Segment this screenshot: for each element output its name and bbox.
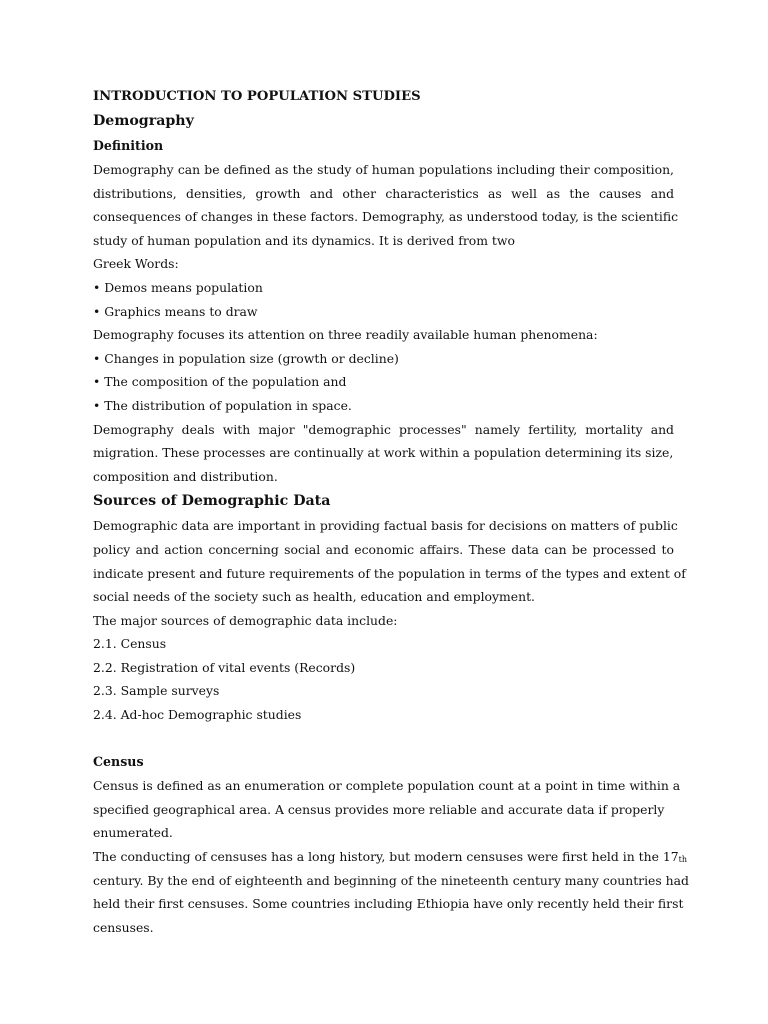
superscript: th [678,855,687,865]
text-line: Demographic data are important in providing factual basis for decisions on matters of public [93,518,678,534]
paragraph-processes [93,418,674,489]
focus-intro: Demography focuses its attention on three readily available human phenomena: [93,327,598,343]
paragraph-census-history [93,845,689,939]
text-line: social needs of the society such as health, education and employment. [93,589,535,605]
list-item: • The composition of the population and [93,374,347,390]
list-item: 2.2. Registration of vital events (Records) [93,659,356,675]
list-item: 2.4. Ad-hoc Demographic studies [93,707,302,723]
text-line: censuses. [93,919,154,935]
list-item: 2.1. Census [93,636,167,652]
text-line: Demography deals with major "demographic processes" namely fertility, mortality and [93,421,674,437]
sources-list [93,632,674,726]
text-line: Census is defined as an enumeration or complete population count at a point in time within a [93,778,681,794]
text-line: study of human population and its dynamics. It is derived from two [93,232,515,248]
subheading-definition: Definition [93,138,164,153]
text-line [93,845,687,869]
text-line: migration. These processes are continually at work within a population determining its size, [93,445,674,461]
list-item: • Changes in population size (growth or decline) [93,350,399,366]
list-item: • Graphics means to draw [93,303,258,319]
text-line: enumerated. [93,825,173,841]
sources-intro: The major sources of demographic data include: [93,612,398,628]
list-item: 2.3. Sample surveys [93,683,220,699]
text-line: composition and distribution. [93,468,278,484]
document-title: INTRODUCTION TO POPULATION STUDIES [93,89,421,104]
paragraph-definition [93,158,679,252]
text-line: consequences of changes in these factors. Demography, as understood today, is the scientific [93,209,679,225]
text-line: distributions, densities, growth and other characteristics as well as the causes and [93,185,674,201]
document-page [93,86,689,939]
text-span: The conducting of censuses has a long history, but modern censuses were first held in the 17 [93,849,679,865]
text-line: Demography can be defined as the study of human populations including their composition, [93,162,674,177]
text-line: indicate present and future requirements of the population in terms of the types and extent of [93,565,686,581]
text-line: held their first censuses. Some countries including Ethiopia have only recently held their first [93,896,684,912]
text-line: century. By the end of eighteenth and beginning of the nineteenth century many countries had [93,872,689,888]
list-item: • Demos means population [93,279,263,295]
paragraph-census-definition [93,774,681,845]
section-heading-sources: Sources of Demographic Data [93,493,331,510]
greek-words-list [93,276,674,323]
section-heading-census: Census [93,754,144,770]
list-item: • The distribution of population in space. [93,397,352,413]
section-heading-demography: Demography [93,113,194,129]
paragraph-sources [93,514,686,608]
focus-list [93,347,674,418]
text-line: policy and action concerning social and economic affairs. These data can be processed to [93,541,674,557]
greek-words-intro: Greek Words: [93,256,179,272]
text-line: specified geographical area. A census provides more reliable and accurate data if properly [93,801,665,817]
blank-line [93,727,674,751]
